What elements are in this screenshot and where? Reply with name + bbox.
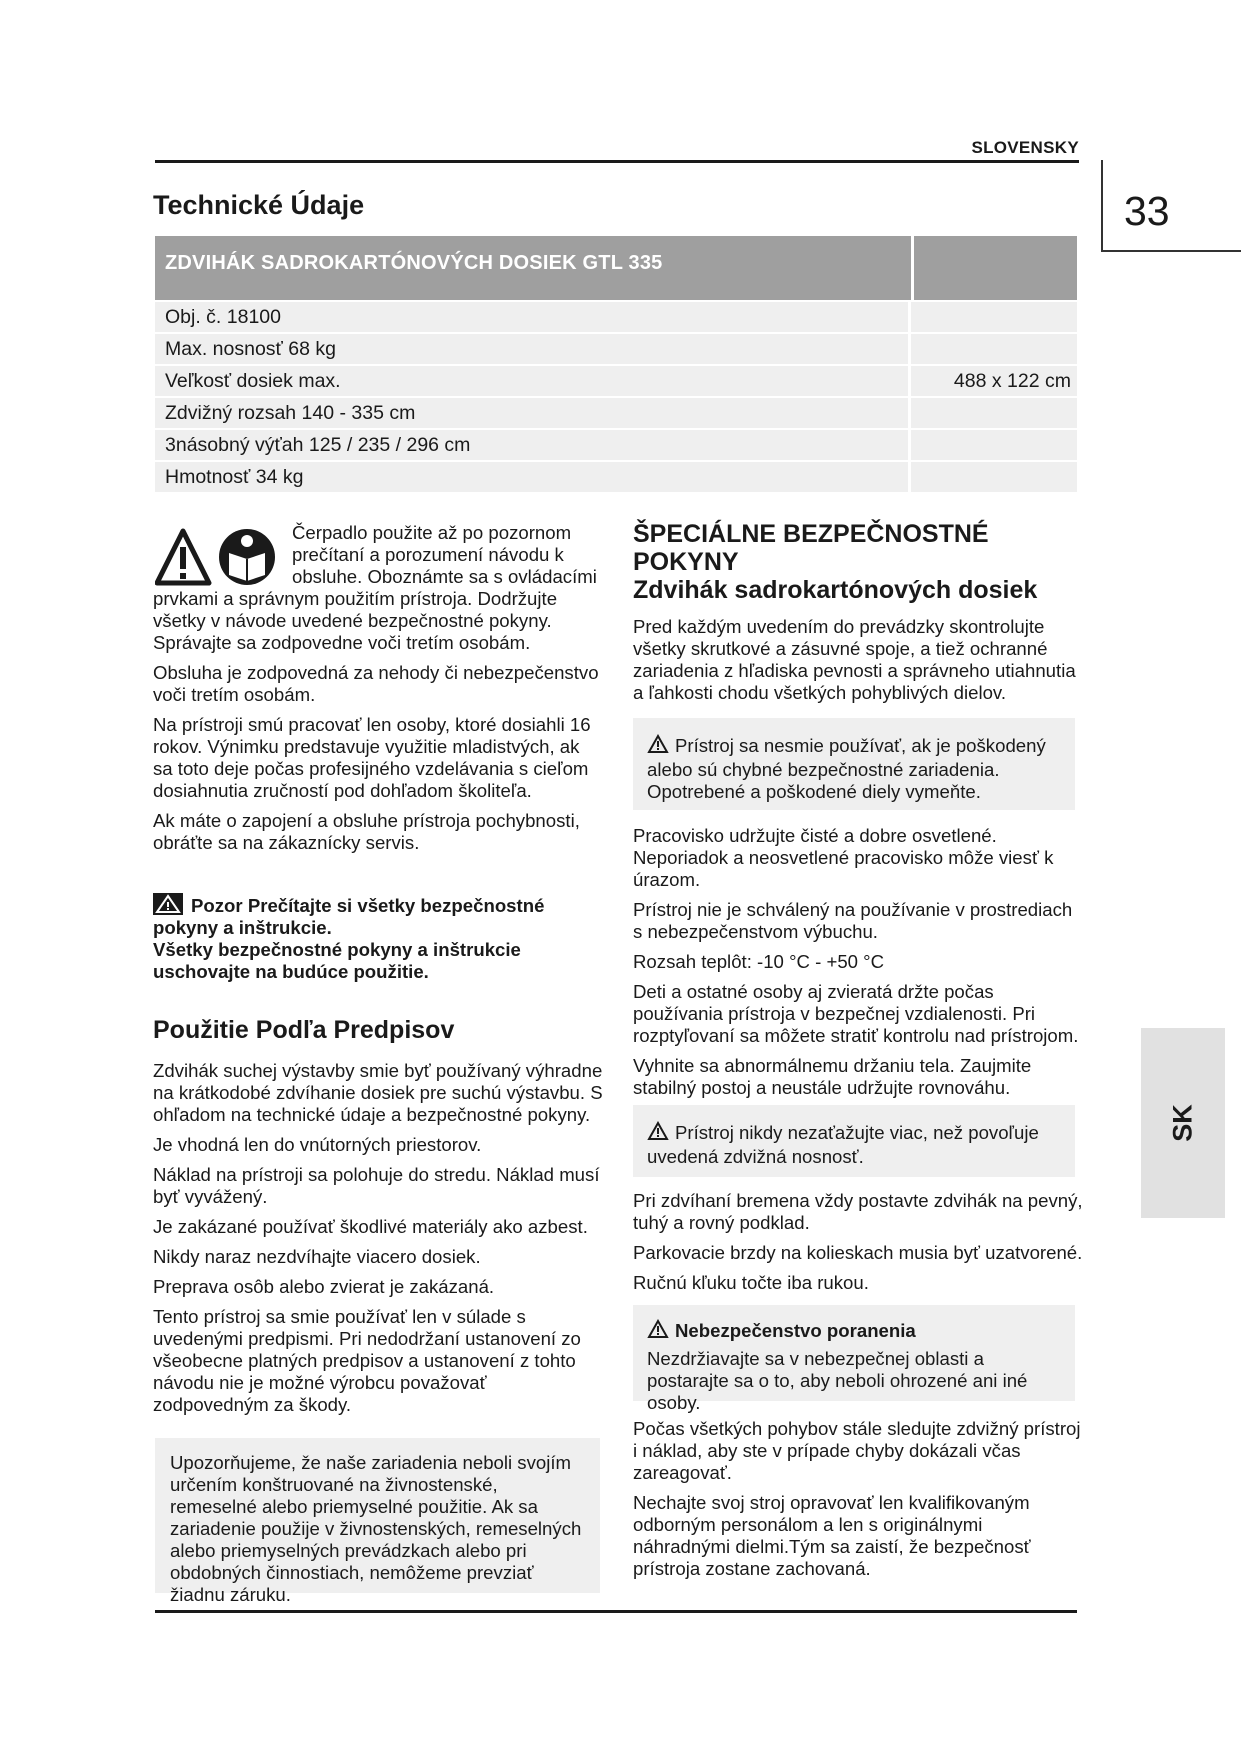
- spec-table-heading: ZDVIHÁK SADROKARTÓNOVÝCH DOSIEK GTL 335: [155, 236, 911, 300]
- read-manual-icon: [219, 529, 275, 585]
- table-row: [155, 332, 1077, 364]
- paragraph: Zdvihák suchej výstavby smie byť používaný výhradne na krátkodobé zdvíhanie dosiek pre suchú výstavbu. S ohľadom na technické údaje a bezpečnostné pokyny.: [153, 1060, 603, 1125]
- language-side-tab-label: SK: [1167, 1104, 1198, 1142]
- left-column-text: [153, 588, 603, 862]
- warning-triangle-icon: [647, 1319, 669, 1344]
- spec-value: [911, 460, 1077, 492]
- spec-value: [911, 428, 1077, 460]
- paragraph: Preprava osôb alebo zvierat je zakázaná.: [153, 1276, 495, 1297]
- notice-text: Upozorňujeme, že naše zariadenia neboli svojím určením konštruované na živnostenské, remeselné alebo priemyselné použitie. Ak sa zariadenie použije v živnostenských, remeselných alebo priemyselných prevádzkach alebo pri obdobných činnostiach, nemôžeme prevziať žiadnu záruku.: [170, 1452, 582, 1605]
- paragraph: Vyhnite sa abnormálnemu držaniu tela. Zaujmite stabilný postoj a neustále udržujte rovnováhu.: [633, 1055, 1032, 1098]
- paragraph: Ručnú kľuku točte iba rukou.: [633, 1272, 869, 1293]
- box-text: Prístroj sa nesmie používať, ak je poškodený alebo sú chybné bezpečnostné zariadenia. Opotrebené a poškodené diely vymeňte.: [647, 735, 1046, 802]
- paragraph: Nechajte svoj stroj opravovať len kvalifikovaným odborným personálom a len s originálnymi náhradnými dielmi.Tým sa zaistí, že bezpečnosť prístroja zostane zachovaná.: [633, 1492, 1031, 1579]
- read-instructions-warning: [153, 893, 603, 983]
- paragraph: Deti a ostatné osoby aj zvieratá držte počas používania prístroja v bezpečnej vzdialenosti. Pri rozptyľovaní sa môžete stratiť kontrolu nad prístrojom.: [633, 981, 1079, 1046]
- safety-title: [633, 520, 1083, 604]
- table-row: [155, 460, 1077, 492]
- warning-title: Pozor Prečítajte si všetky bezpečnostné pokyny a inštrukcie.: [153, 895, 545, 938]
- injury-warning-title-row: [647, 1319, 1065, 1344]
- paragraph: Pred každým uvedením do prevádzky skontrolujte všetky skrutkové a zásuvné spoje, a tiež ochranné zariadenia z hľadiska pevnosti a správneho utiahnutia a ľahkosti chodu všetkých pohyblivých dielov.: [633, 616, 1076, 703]
- spec-table-header: [155, 236, 1077, 300]
- paragraph: Nikdy naraz nezdvíhajte viacero dosiek.: [153, 1246, 481, 1267]
- page-number-box: [1101, 160, 1241, 252]
- warning-sign-icon: [153, 893, 183, 915]
- intro-lines-beside-icon: [292, 522, 612, 588]
- paragraph: Ak máte o zapojení a obsluhe prístroja pochybnosti, obráťte sa na zákaznícky servis.: [153, 810, 580, 853]
- paragraph: Parkovacie brzdy na kolieskach musia byť uzatvorené.: [633, 1242, 1083, 1263]
- warning-box-injury: [633, 1305, 1075, 1413]
- safety-paragraphs-b: [633, 1190, 1083, 1302]
- paragraph: Rozsah teplôt: -10 °C - +50 °C: [633, 951, 885, 972]
- warning-box-damaged: [633, 718, 1075, 810]
- warning-triangle-icon: [647, 734, 669, 759]
- spec-label: Hmotnosť 34 kg: [155, 460, 911, 492]
- paragraph: Počas všetkých pohybov stále sledujte zdvižný prístroj i náklad, aby ste v prípade chyby dokázali včas zareagovať.: [633, 1418, 1081, 1483]
- paragraph: Prístroj nie je schválený na používanie v prostrediach s nebezpečenstvom výbuchu.: [633, 899, 1073, 942]
- page-number: 33: [1124, 188, 1170, 234]
- spec-value: [911, 300, 1077, 332]
- paragraph: Je vhodná len do vnútorných priestorov.: [153, 1134, 482, 1155]
- safety-title-line1: ŠPECIÁLNE BEZPEČNOSTNÉ POKYNY: [633, 520, 989, 576]
- spec-table-heading-empty: [911, 236, 1077, 300]
- spec-label: 3násobný výťah 125 / 235 / 296 cm: [155, 428, 911, 460]
- box-text: Prístroj nikdy nezaťažujte viac, než povoľuje uvedená zdvižná nosnosť.: [647, 1122, 1039, 1167]
- spec-value: [911, 332, 1077, 364]
- table-row: [155, 364, 1077, 396]
- paragraph: Náklad na prístroji sa polohuje do stredu. Náklad musí byť vyvážený.: [153, 1164, 600, 1207]
- warning-triangle-icon: [157, 531, 209, 583]
- intro-first-line: Čerpadlo použite až po pozornom: [292, 522, 572, 543]
- paragraph: Tento prístroj sa smie používať len v súlade s uvedenými predpismi. Pri nedodržaní ustanovení zo všeobecne platných predpisov a ustanovení z tohto návodu nie je možné výrobcu považovať zodpovedným za škody.: [153, 1306, 581, 1415]
- spec-label: Max. nosnosť 68 kg: [155, 332, 911, 364]
- section-title-intended-use: Použitie Podľa Predpisov: [153, 1016, 455, 1044]
- box-title: Nebezpečenstvo poranenia: [675, 1320, 916, 1341]
- table-row: [155, 396, 1077, 428]
- safety-intro: [633, 616, 1083, 712]
- header-rule: [155, 160, 1079, 163]
- spec-label: Zdvižný rozsah 140 - 335 cm: [155, 396, 911, 428]
- paragraph: Na prístroji smú pracovať len osoby, ktoré dosiahli 16 rokov. Výnimku predstavuje využitie mladistvých, ak sa toto deje počas profesijného vzdelávania s cieľom dosiahnutia zručností pod dohľadom školiteľa.: [153, 714, 591, 801]
- paragraph: Je zakázané používať škodlivé materiály ako azbest.: [153, 1216, 588, 1237]
- safety-paragraphs-c: [633, 1418, 1083, 1588]
- spec-label: Veľkosť dosiek max.: [155, 364, 911, 396]
- footer-rule: [155, 1610, 1077, 1613]
- paragraph: Pracovisko udržujte čisté a dobre osvetlené. Neporiadok a neosvetlené pracovisko môže viesť k úrazom.: [633, 825, 1054, 890]
- warning-triangle-icon: [647, 1121, 669, 1146]
- spec-table: [155, 236, 1077, 492]
- spec-value: 488 x 122 cm: [911, 364, 1077, 396]
- warning-box-overload: [633, 1105, 1075, 1177]
- table-row: [155, 300, 1077, 332]
- table-row: [155, 428, 1077, 460]
- spec-value: [911, 396, 1077, 428]
- warning-text: Všetky bezpečnostné pokyny a inštrukcie uschovajte na budúce použitie.: [153, 939, 521, 982]
- safety-paragraphs-a: [633, 825, 1083, 1107]
- notice-box: [155, 1438, 600, 1605]
- intro-paragraph: prvkami a správnym použitím prístroja. Dodržujte všetky v návode uvedené bezpečnostné pokyny. Správajte sa zodpovedne voči tretím osobám.: [153, 588, 558, 653]
- intro-warning-icons: [155, 527, 283, 587]
- safety-title-line2: Zdvihák sadrokartónových dosiek: [633, 576, 1038, 604]
- spec-label: Obj. č. 18100: [155, 300, 911, 332]
- intro-line: prečítaní a porozumení návodu k: [292, 544, 564, 565]
- intro-line: obsluhe. Oboznámte sa s ovládacími: [292, 566, 597, 587]
- intended-use-text: [153, 1060, 603, 1424]
- paragraph: Obsluha je zodpovedná za nehody či nebezpečenstvo voči tretím osobám.: [153, 662, 599, 705]
- box-text: Nezdržiavajte sa v nebezpečnej oblasti a postarajte sa o to, aby neboli ohrozené ani iné osoby.: [647, 1348, 1028, 1413]
- page-title: Technické Údaje: [153, 190, 365, 220]
- paragraph: Pri zdvíhaní bremena vždy postavte zdvihák na pevný, tuhý a rovný podklad.: [633, 1190, 1083, 1233]
- language-label: SLOVENSKY: [971, 138, 1079, 157]
